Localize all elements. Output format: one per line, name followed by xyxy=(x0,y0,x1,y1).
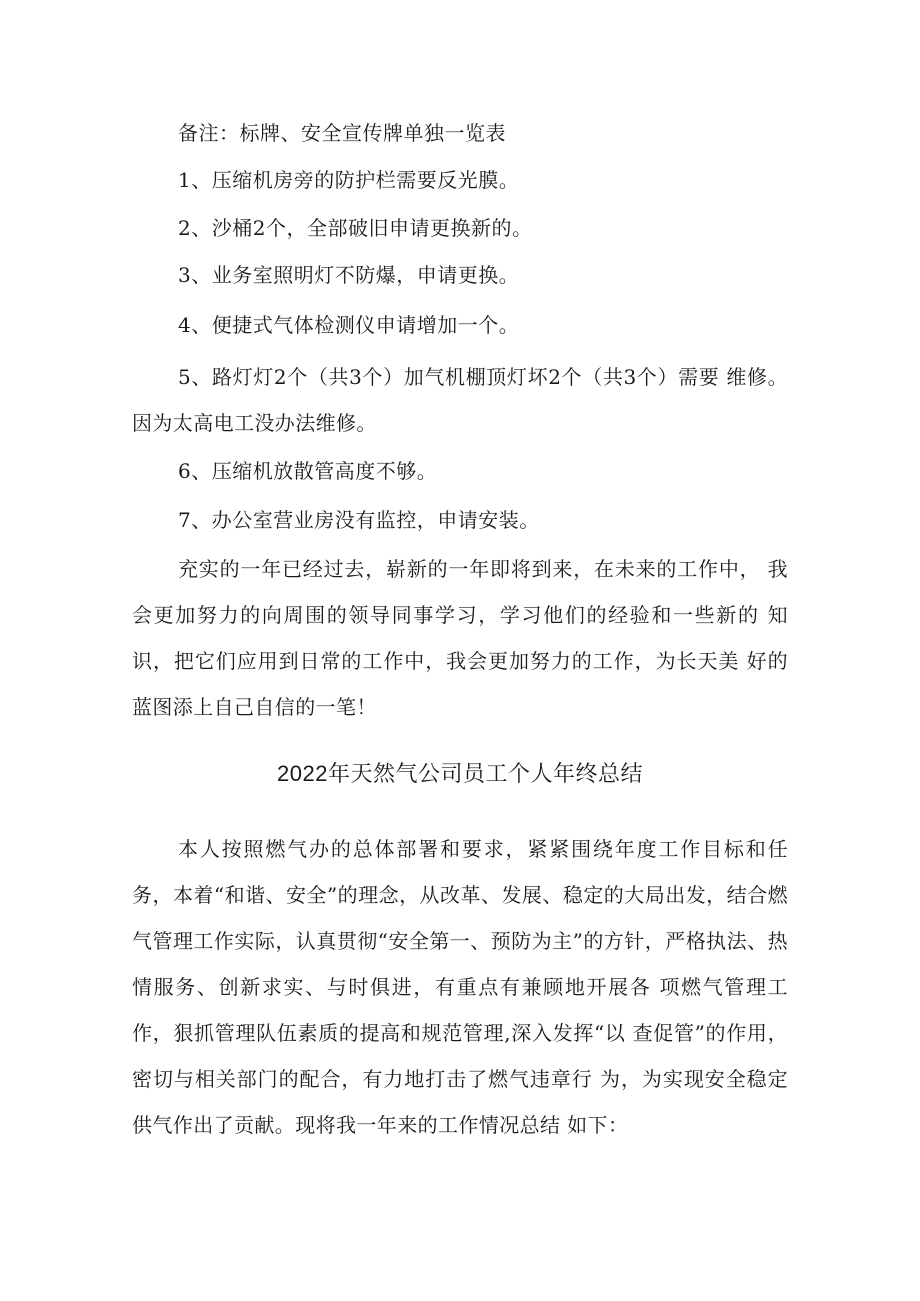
report-intro-paragraph: 本人按照燃气办的总体部署和要求，紧紧围绕年度工作目标和任 务，本着“和谐、安全”的理念，从改革、发展、稳定的大局出发，结合燃气管理工作实际，认真贯彻“安全第一、预防为主”的方针，严格执法、热情服务、创新求实、与时俱进，有重点有兼顾地开展各 项燃气管理工作，狠抓管理队伍素质的提高和规范管理,深入发挥“以 查促管”的作用，密切与相关部门的配合，有力地打击了燃气违章行 为，为实现安全稳定供气作出了贡献。现将我一年来的工作情况总结 如下： xyxy=(132,837,788,1137)
remark-item-1: 1、压缩机房旁的防护栏需要反光膜。 xyxy=(178,168,520,192)
remark-item-7: 7、办公室营业房没有监控，申请安装。 xyxy=(178,508,540,532)
closing-paragraph: 充实的一年已经过去，崭新的一年即将到来，在未来的工作中， 我会更加努力的向周围的领导同事学习，学习他们的经验和一些新的 知识，把它们应用到日常的工作中，我会更加努力的工作，为长天美 好的蓝图添上自己自信的一笔！ xyxy=(132,557,788,719)
remark-item-2: 2、沙桶2个，全部破旧申请更换新的。 xyxy=(178,216,533,240)
remark-item-6: 6、压缩机放散管高度不够。 xyxy=(178,459,438,483)
remark-item-4: 4、便捷式气体检测仪申请增加一个。 xyxy=(178,313,520,337)
remark-item-5: 5、路灯灯2个（共3个）加气机棚顶灯坏2个（共3个）需要 维修。因为太高电工没办法维修。 xyxy=(132,365,788,435)
remarks-note: 备注：标牌、安全宣传牌单独一览表 xyxy=(178,121,506,145)
remark-item-3: 3、业务室照明灯不防爆，申请更换。 xyxy=(178,263,520,287)
report-title: 2022年天然气公司员工个人年终总结 xyxy=(277,761,643,786)
